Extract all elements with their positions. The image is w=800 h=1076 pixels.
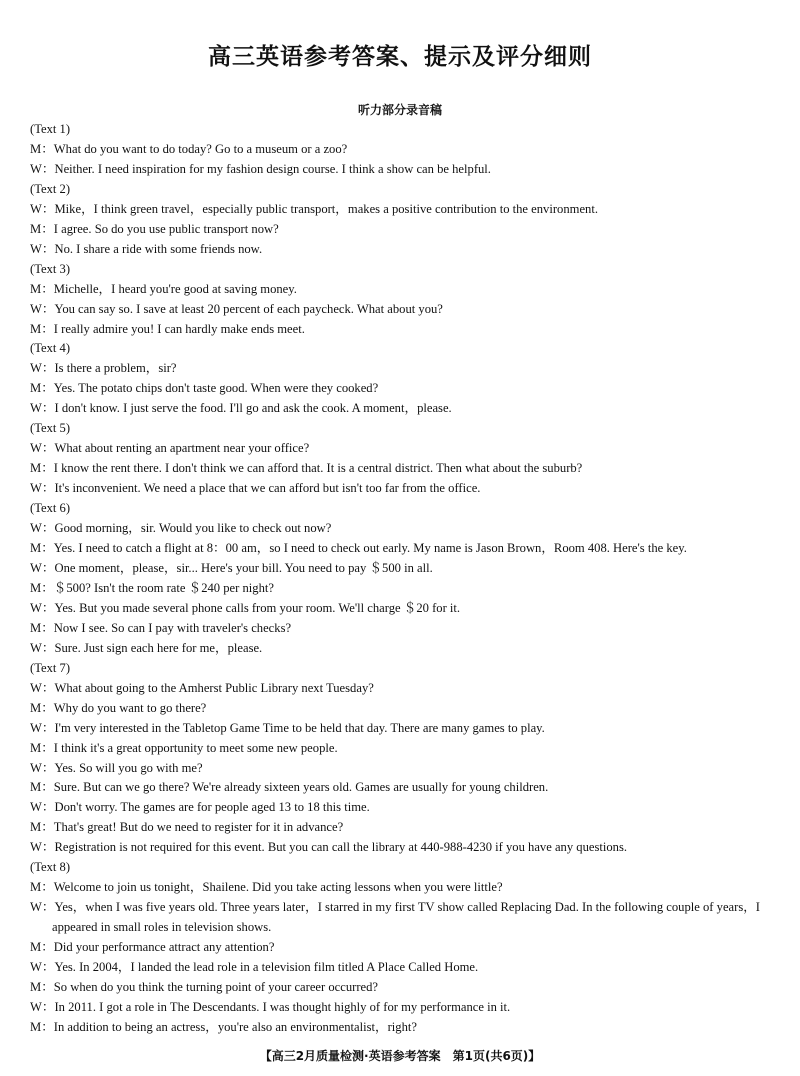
dialogue-line: M：So when do you think the turning point of your career occurred? <box>30 979 378 994</box>
dialogue-line: W：You can say so. I save at least 20 percent of each paycheck. What about you? <box>30 301 443 316</box>
dialogue-line: M：＄500? Isn't the room rate ＄240 per night? <box>30 580 274 595</box>
dialogue-line: W：Neither. I need inspiration for my fashion design course. I think a show can be helpful. <box>30 161 491 176</box>
dialogue-line: M：Now I see. So can I pay with traveler's checks? <box>30 620 292 635</box>
dialogue-line: W：It's inconvenient. We need a place that we can afford but isn't too far from the office. <box>30 481 481 496</box>
dialogue-line: W：In 2011. I got a role in The Descendants. I was thought highly of for my performance in it. <box>30 999 511 1014</box>
dialogue-line: W：Yes. So will you go with me? <box>30 760 203 775</box>
dialogue-line: M：Welcome to join us tonight，Shailene. Did you take acting lessons when you were little? <box>30 880 503 895</box>
dialogue-line: M：Did your performance attract any attention? <box>30 940 275 955</box>
text-label: (Text 7) <box>30 660 71 675</box>
dialogue-line: W：One moment，please，sir... Here's your bill. You need to pay ＄500 in all. <box>30 560 433 575</box>
dialogue-line: M：Yes. The potato chips don't taste good. When were they cooked? <box>30 381 379 396</box>
text-label: (Text 8) <box>30 860 71 875</box>
dialogue-line: M：I agree. So do you use public transport now? <box>30 221 279 236</box>
text-label: (Text 1) <box>30 122 71 136</box>
transcript <box>30 120 782 1038</box>
dialogue-line: W：Good morning，sir. Would you like to check out now? <box>30 521 332 536</box>
dialogue-line: M：Sure. But can we go there? We're already sixteen years old. Games are usually for young children. <box>30 780 549 795</box>
text-label: (Text 4) <box>30 341 71 356</box>
dialogue-line: W：What about renting an apartment near your office? <box>30 441 310 456</box>
dialogue-line: M：Yes. I need to catch a flight at 8：00 am，so I need to check out early. My name is Jason Brown，Room 408. Here's the key. <box>30 541 687 556</box>
dialogue-line: W：Is there a problem，sir? <box>30 361 177 376</box>
dialogue-line: W：No. I share a ride with some friends now. <box>30 241 263 256</box>
dialogue-line: W：Mike，I think green travel，especially public transport，makes a positive contribution to the environment. <box>30 201 598 216</box>
dialogue-line: W：Yes，when I was five years old. Three years later，I starred in my first TV show called Replacing Dad. In the following couple of years，I appeared in small roles in television shows. <box>30 900 761 935</box>
text-label: (Text 2) <box>30 181 71 196</box>
dialogue-line: W：What about going to the Amherst Public Library next Tuesday? <box>30 680 374 695</box>
dialogue-line: M：Michelle，I heard you're good at saving money. <box>30 281 297 296</box>
dialogue-line: W：Registration is not required for this event. But you can call the library at 440-988-4230 if you have any questions. <box>30 840 628 855</box>
dialogue-line: M：In addition to being an actress，you're also an environmentalist，right? <box>30 1019 417 1034</box>
dialogue-line: M：I think it's a great opportunity to meet some new people. <box>30 740 338 755</box>
dialogue-line: W：Sure. Just sign each here for me，please. <box>30 640 263 655</box>
dialogue-line: W：I don't know. I just serve the food. I'll go and ask the cook. A moment，please. <box>30 401 452 416</box>
section-heading: 听力部分录音稿 <box>357 103 442 117</box>
page-footer: 【高三2月质量检测·英语参考答案 第1页(共6页)】 <box>259 1049 541 1063</box>
dialogue-line: M：That's great! But do we need to register for it in advance? <box>30 820 344 835</box>
dialogue-line: M：What do you want to do today? Go to a museum or a zoo? <box>30 141 348 156</box>
text-label: (Text 6) <box>30 501 71 516</box>
dialogue-line: W：Don't worry. The games are for people aged 13 to 18 this time. <box>30 800 370 815</box>
dialogue-line: M：Why do you want to go there? <box>30 700 207 715</box>
dialogue-line: M：I know the rent there. I don't think we can afford that. It is a central district. Then what about the suburb? <box>30 461 583 476</box>
dialogue-line: W：Yes. In 2004，I landed the lead role in a television film titled A Place Called Home. <box>30 960 479 975</box>
dialogue-line: W：Yes. But you made several phone calls from your room. We'll charge ＄20 for it. <box>30 600 461 615</box>
dialogue-line: M：I really admire you! I can hardly make ends meet. <box>30 321 305 336</box>
text-label: (Text 3) <box>30 261 71 276</box>
page-title: 高三英语参考答案、提示及评分细则 <box>208 44 592 70</box>
dialogue-line: W：I'm very interested in the Tabletop Game Time to be held that day. There are many games to play. <box>30 720 545 735</box>
text-label: (Text 5) <box>30 421 71 436</box>
